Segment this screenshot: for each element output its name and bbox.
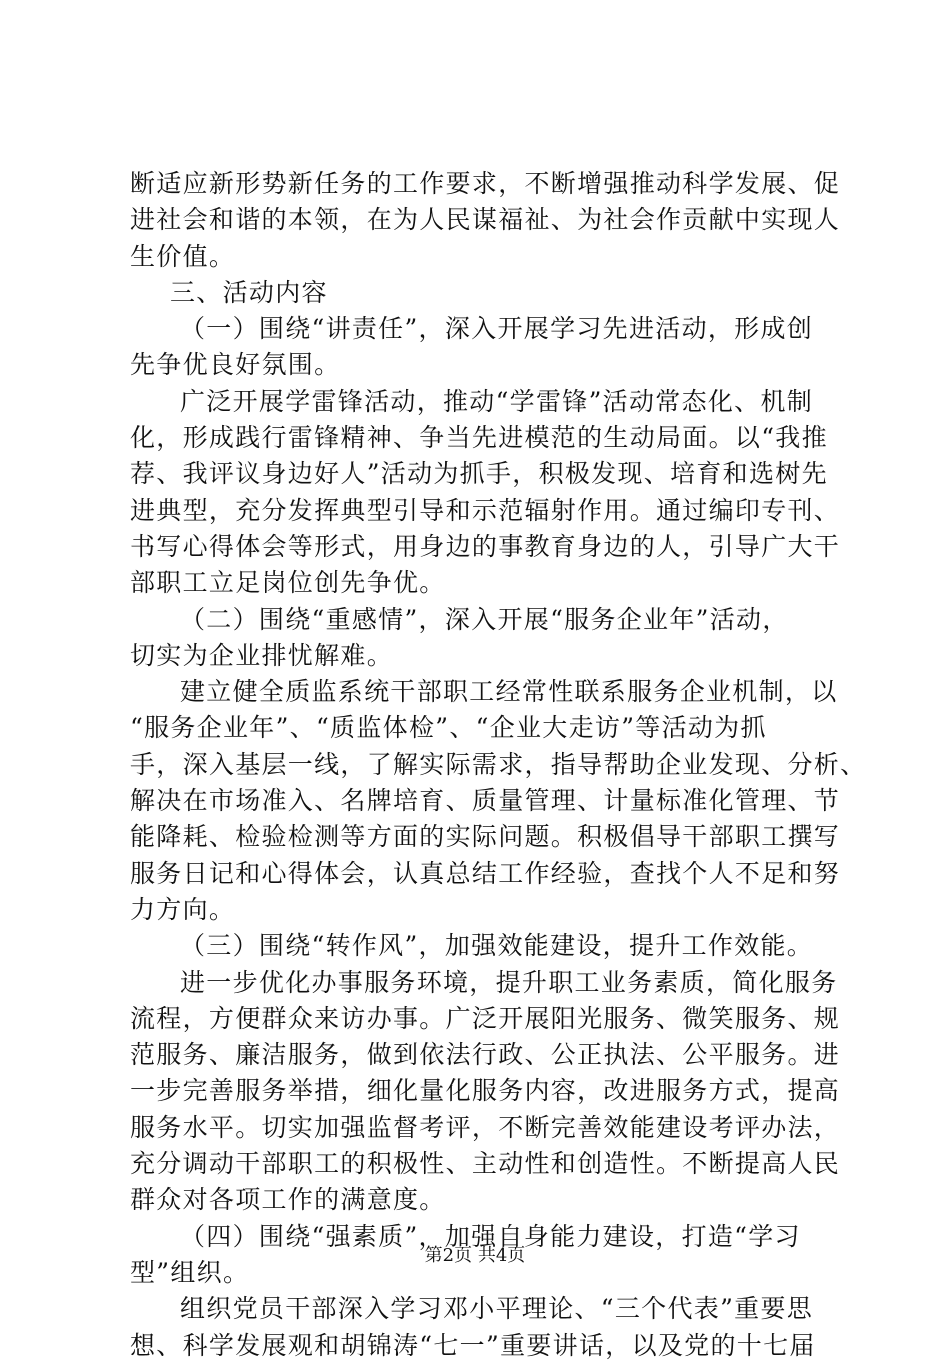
text-line: 手，深入基层一线，了解实际需求，指导帮助企业发现、分析、 [130,749,867,779]
text-line: 生价值。 [130,241,236,271]
text-line: 流程，方便群众来访办事。广泛开展阳光服务、微笑服务、规 [130,1003,841,1033]
text-line: 建立健全质监系统干部职工经常性联系服务企业机制，以 [180,677,838,707]
text-line: 型”组织。 [130,1257,250,1287]
subsection-heading: （四）围绕“强素质”，加强自身能力建设，打造“学习 [180,1221,801,1251]
subsection-heading: （一）围绕“讲责任”，深入开展学习先进活动，形成创 [180,314,814,344]
subsection-heading: （三）围绕“转作风”，加强效能建设，提升工作效能。 [180,931,814,961]
section-heading: 三、活动内容 [170,277,328,307]
text-line: 断适应新形势新任务的工作要求，不断增强推动科学发展、促 [130,169,841,198]
text-line: 服务水平。切实加强监督考评，不断完善效能建设考评办法， [130,1112,841,1142]
text-line: 范服务、廉洁服务，做到依法行政、公正执法、公平服务。进 [130,1040,841,1070]
text-line: 进典型，充分发挥典型引导和示范辐射作用。通过编印专刊、 [130,495,841,525]
text-line: 一步完善服务举措，细化量化服务内容，改进服务方式，提高 [130,1076,841,1106]
text-line: 广泛开展学雷锋活动，推动“学雷锋”活动常态化、机制 [180,386,814,416]
subsection-heading: （二）围绕“重感情”，深入开展“服务企业年”活动， [180,604,789,634]
text-line: 进一步优化办事服务环境，提升职工业务素质，简化服务 [180,967,838,997]
page-number: 第2页 共4页 [424,1245,526,1266]
document-body [130,166,867,1364]
text-line: 切实为企业排忧解难。 [130,640,394,670]
text-line: “服务企业年”、“质监体检”、“企业大走访”等活动为抓 [130,713,767,743]
text-line: 群众对各项工作的满意度。 [130,1185,446,1215]
text-line: 力方向。 [130,894,236,924]
text-line: 想、科学发展观和胡锦涛“七一”重要讲话，以及党的十七届 [130,1330,816,1360]
text-line: 解决在市场准入、名牌培育、质量管理、计量标准化管理、节 [130,786,841,816]
text-line: 化，形成践行雷锋精神、争当先进模范的生动局面。以“我推 [130,423,828,453]
text-line: 进社会和谐的本领，在为人民谋福祉、为社会作贡献中实现人 [130,205,841,235]
page-footer [0,1241,950,1267]
text-line: 组织党员干部深入学习邓小平理论、“三个代表”重要思 [180,1294,814,1324]
text-line: 书写心得体会等形式，用身边的事教育身边的人，引导广大干 [130,531,841,561]
text-line: 部职工立足岗位创先争优。 [130,568,446,598]
text-line: 荐、我评议身边好人”活动为抓手，积极发现、培育和选树先 [130,459,828,489]
text-line: 先争优良好氛围。 [130,350,341,380]
text-line: 服务日记和心得体会，认真总结工作经验，查找个人不足和努 [130,858,841,888]
text-line: 能降耗、检验检测等方面的实际问题。积极倡导干部职工撰写 [130,822,841,852]
text-line: 充分调动干部职工的积极性、主动性和创造性。不断提高人民 [130,1149,841,1179]
